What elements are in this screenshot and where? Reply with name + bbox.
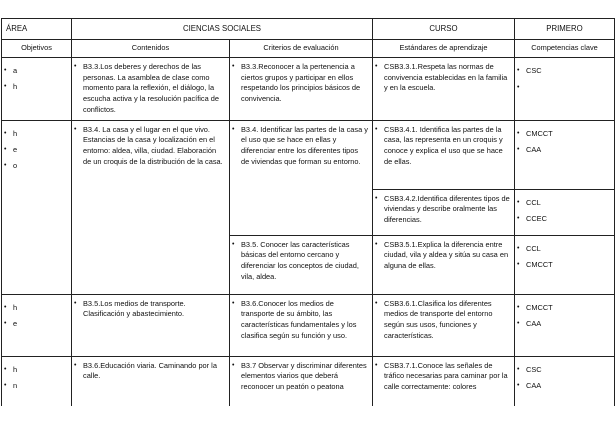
competencia-item: • CCL [515, 195, 612, 212]
curso-value: PRIMERO [515, 19, 615, 40]
criterio-text: • B3.6.Conocer los medios de transporte de su ámbito, las características fundamentales y los clasifica según su función y uso. [230, 299, 368, 342]
estandar-text: • CSB3.7.1.Conoce las señales de tráfico necesarias para caminar por la calle correctamente: colores [373, 361, 510, 393]
estandar-text: • CSB3.6.1.Clasifica los diferentes medios de transporte del entorno según sus usos, funciones y características. [373, 299, 510, 342]
estandar-text: • CSB3.4.1. Identifica las partes de la casa, las representa en un croquis y conoce y explica el uso que se hace de ellas. [373, 125, 510, 168]
competencia-item [515, 80, 612, 96]
area-value: CIENCIAS SOCIALES [72, 19, 373, 40]
competencias-cell [515, 356, 615, 406]
criterio-cell [230, 235, 373, 294]
competencia-item: • CMCCT [515, 257, 612, 274]
contenidos-cell [72, 58, 230, 121]
col-header-criterios: Criterios de evaluación [230, 40, 373, 58]
competencias-cell [515, 189, 615, 235]
col-header-objetivos: Objetivos [2, 40, 72, 58]
table-row [2, 294, 615, 356]
competencias-cell [515, 294, 615, 356]
estandar-text: • CSB3.4.2.Identifica diferentes tipos de viviendas y describe oralmente las diferencias. [373, 194, 510, 226]
table-row [2, 356, 615, 406]
competencia-item: • CMCCT [515, 300, 612, 317]
contenido-text: • B3.6.Educación viaria. Caminando por la calle. [72, 361, 225, 382]
competencia-item: • CCEC [515, 211, 612, 228]
estandar-cell [373, 294, 515, 356]
contenido-text: • B3.5.Los medios de transporte. Clasificación y abastecimiento. [72, 299, 225, 320]
competencia-item: • CSC [515, 63, 612, 80]
competencia-item: • CAA [515, 378, 612, 395]
table-row [2, 120, 615, 189]
objetivo-item: • h [2, 126, 69, 142]
estandar-cell [373, 58, 515, 121]
column-header-row [2, 40, 615, 58]
estandar-cell [373, 120, 515, 189]
criterio-cell [230, 294, 373, 356]
competencia-item: • CCL [515, 241, 612, 258]
objetivos-cell [2, 58, 72, 121]
area-label: ÁREA [2, 19, 72, 40]
estandar-cell [373, 235, 515, 294]
criterio-text: • B3.4. Identificar las partes de la casa y el uso que se hace en ellas y diferenciar entre los diferentes tipos de viviendas que forman su entorno. [230, 125, 368, 168]
curso-label: CURSO [373, 19, 515, 40]
objetivo-item: • h [2, 300, 69, 316]
col-header-competencias: Competencias clave [515, 40, 615, 58]
competencias-cell [515, 58, 615, 121]
competencia-item: • CAA [515, 142, 612, 159]
criterio-text: • B3.7 Observar y discriminar diferentes elementos viarios que deberá reconocer un peatón o peatona [230, 361, 368, 393]
estandar-cell [373, 189, 515, 235]
contenido-text: • B3.4. La casa y el lugar en el que vivo. Estancias de la casa y localización en el entorno: aldea, villa, ciudad. Elaboración de un croquis de la distribución de la casa. [72, 125, 225, 168]
header-row [2, 19, 615, 40]
objetivo-item: • h [2, 362, 69, 378]
contenido-text: • B3.3.Los deberes y derechos de las personas. La asamblea de clase como momento para la reflexión, el diálogo, la escucha activa y la resolución pacífica de conflictos. [72, 62, 225, 116]
col-header-estandares: Estándares de aprendizaje [373, 40, 515, 58]
criterio-cell [230, 120, 373, 235]
estandar-cell [373, 356, 515, 406]
objetivo-item: • a [2, 63, 69, 79]
competencia-item: • CMCCT [515, 126, 612, 143]
criterio-cell [230, 356, 373, 406]
competencia-item: • CAA [515, 316, 612, 333]
estandar-text: • CSB3.3.1.Respeta las normas de convivencia establecidas en la familia y en la escuela. [373, 62, 510, 94]
objetivo-item: • e [2, 316, 69, 332]
criterio-text: • B3.3.Reconocer a la pertenencia a ciertos grupos y participar en ellos respetando los principios básicos de convivencia. [230, 62, 368, 105]
objetivo-item: • o [2, 158, 69, 174]
criterio-cell [230, 58, 373, 121]
objetivo-item: • n [2, 378, 69, 394]
objetivo-item: • h [2, 79, 69, 95]
competencia-item: • CSC [515, 362, 612, 379]
contenidos-cell [72, 294, 230, 356]
competencias-cell [515, 235, 615, 294]
objetivo-item: • e [2, 142, 69, 158]
col-header-contenidos: Contenidos [72, 40, 230, 58]
criterio-text: • B3.5. Conocer las características básicas del entorno cercano y diferenciar los conceptos de ciudad, vila, aldea. [230, 240, 368, 283]
objetivos-cell [2, 294, 72, 356]
objetivos-cell [2, 120, 72, 294]
estandar-text: • CSB3.5.1.Explica la diferencia entre ciudad, vila y aldea y sitúa su casa en alguna de ellas. [373, 240, 510, 272]
table-row [2, 58, 615, 121]
contenidos-cell [72, 356, 230, 406]
competencias-cell [515, 120, 615, 189]
objetivos-cell [2, 356, 72, 406]
curriculum-table [1, 18, 615, 406]
contenidos-cell [72, 120, 230, 294]
